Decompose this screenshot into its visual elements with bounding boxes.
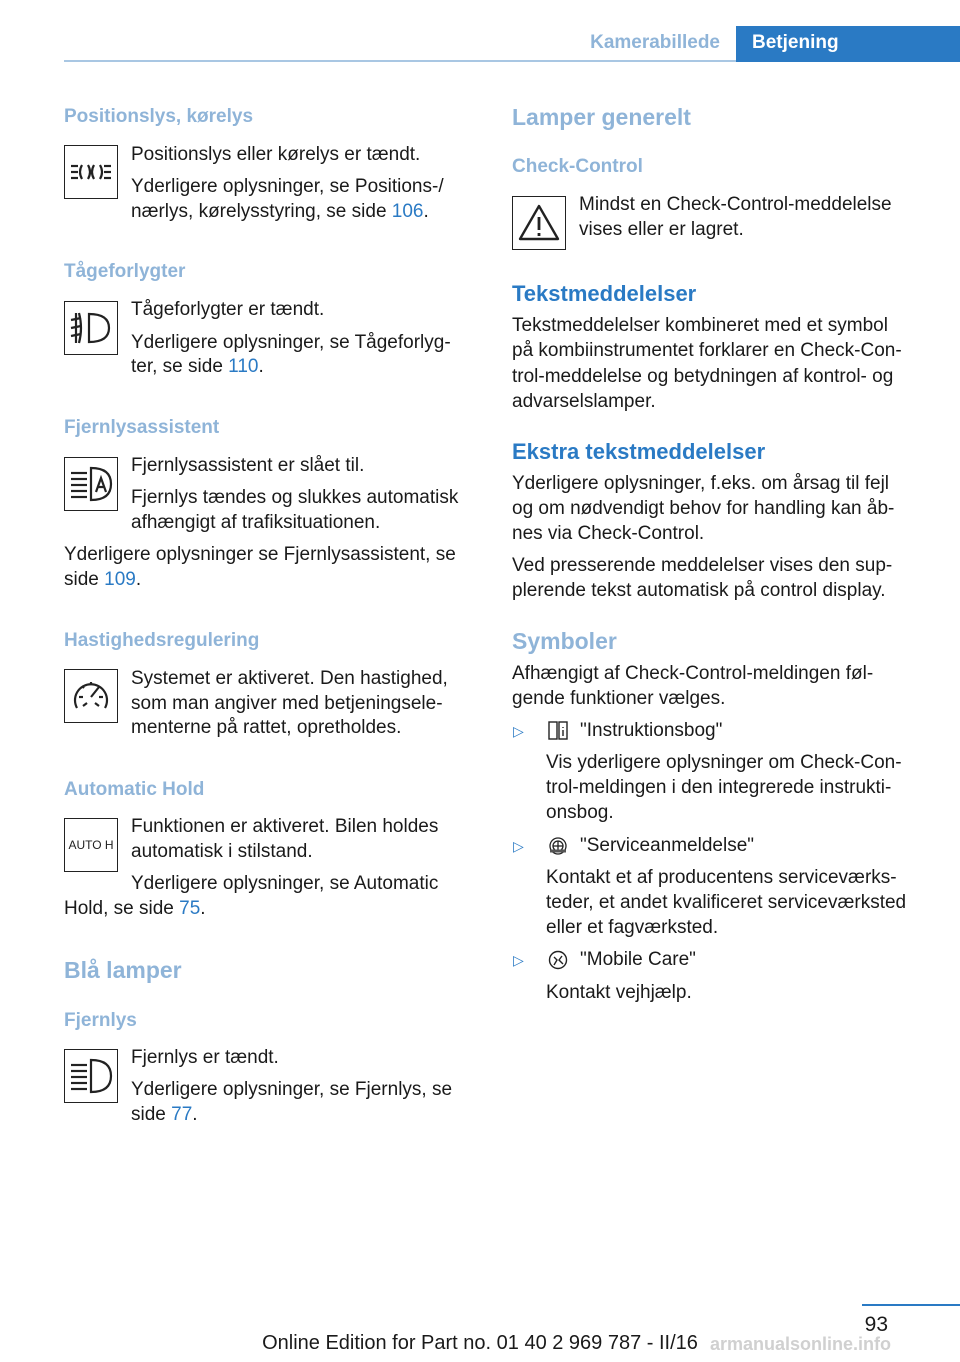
ekstra-p1-line-3: nes via Check-Control. — [512, 523, 705, 544]
symboler-intro-1: Afhængigt af Check-Control-meldingen føl- — [512, 663, 874, 684]
page-link-77[interactable]: 77 — [171, 1104, 193, 1125]
ekstra-p2-line-2: plerende tekst automatisk på control display. — [512, 580, 886, 601]
high-beam-assist-icon — [64, 457, 118, 511]
symboler-intro-2: gende funktioner vælges. — [512, 688, 726, 709]
auto-hold-icon — [64, 818, 118, 872]
mobile-care-icon[interactable] — [546, 948, 570, 972]
parking-light-icon — [64, 145, 118, 199]
watermark: armanualsonline.info — [710, 1334, 892, 1354]
s7-line2a: Yderligere oplysninger, se Fjernlys, se — [131, 1079, 453, 1100]
section-title-lamper-generelt: Lamper generelt — [512, 104, 691, 130]
s5-line2: automatisk i stilstand. — [131, 841, 313, 862]
manual-book-icon[interactable] — [546, 719, 570, 743]
s2-line2a: Yderligere oplysninger, se Tågeforlyg- — [131, 332, 451, 353]
ekstra-p1-line-1: Yderligere oplysninger, f.eks. om årsag til fejl — [512, 473, 890, 494]
symbol-item-label-instruktionsbog: "Instruktionsbog" — [580, 720, 723, 741]
s3-line3a: Yderligere oplysninger se Fjernlysassistent, se — [64, 544, 456, 565]
s2-end: . — [258, 356, 264, 377]
section-title-ekstra-tekstmeddelelser: Ekstra tekstmeddelelser — [512, 439, 766, 464]
s3-end: . — [135, 569, 142, 590]
s7-line2b — [131, 1102, 198, 1127]
s2-line2b — [131, 354, 264, 379]
bullet-triangle-icon: ▷ — [513, 723, 524, 739]
s3-line2b: afhængigt af trafiksituationen. — [131, 512, 381, 533]
s1-line1: Positionslys eller kørelys er tændt. — [131, 144, 421, 165]
section-title-automatic-hold: Automatic Hold — [64, 779, 205, 800]
symbol-item-desc-3a: Kontakt vejhjælp. — [546, 982, 692, 1003]
bullet-triangle-icon: ▷ — [513, 838, 524, 854]
page-link-110[interactable]: 110 — [228, 356, 259, 377]
ekstra-p2-line-1: Ved presserende meddelelser vises den sup- — [512, 555, 893, 576]
symbol-item-desc-1a: Vis yderligere oplysninger om Check-Con- — [546, 752, 902, 773]
section-title-taageforlygter: Tågeforlygter — [64, 261, 186, 282]
s3-line1: Fjernlysassistent er slået til. — [131, 455, 365, 476]
symbol-item-desc-1b: trol-meldingen i den integrerede instrukti- — [546, 777, 892, 798]
ekstra-p1-line-2: og om nødvendigt behov for handling kan åb- — [512, 498, 895, 519]
symbol-item-label-mobile-care: "Mobile Care" — [580, 949, 696, 970]
section-title-fjernlysassistent: Fjernlysassistent — [64, 417, 220, 438]
page-link-109[interactable]: 109 — [104, 569, 136, 590]
s4-line1: Systemet er aktiveret. Den hastighed, — [131, 668, 448, 689]
s2-ref-text: ter, se side — [131, 356, 229, 377]
symbol-item-desc-1c: onsbog. — [546, 802, 614, 823]
fog-light-icon — [64, 301, 118, 355]
header-active-tab[interactable]: Betjening — [736, 26, 960, 62]
page-number: 93 — [864, 1313, 888, 1336]
s4-line2: som man angiver med betjeningsele- — [131, 693, 443, 714]
cc-line1: Mindst en Check-Control-meddelelse — [579, 194, 892, 215]
section-title-blaa-lamper: Blå lamper — [64, 957, 182, 983]
section-title-hastighedsregulering: Hastighedsregulering — [64, 630, 260, 651]
s5-line3a: Yderligere oplysninger, se Automatic — [131, 873, 439, 894]
tekst-line-1: Tekstmeddelelser kombineret med et symbol — [512, 315, 888, 336]
header-section-tab[interactable]: Kamerabillede — [590, 32, 720, 53]
cc-line2: vises eller er lagret. — [579, 219, 744, 240]
section-title-symboler: Symboler — [512, 628, 617, 654]
section-title-fjernlys: Fjernlys — [64, 1010, 137, 1031]
s1-line2b — [131, 199, 429, 224]
cruise-control-icon — [64, 669, 118, 723]
bmw-service-icon[interactable] — [546, 834, 570, 858]
s4-line3: menterne på rattet, opretholdes. — [131, 717, 402, 738]
s3-line3b — [64, 567, 141, 592]
symbol-item-label-serviceanmeldelse: "Serviceanmeldelse" — [580, 835, 755, 856]
tekst-line-3: trol-meddelelse og betydningen af kontrol- og — [512, 366, 894, 387]
symbol-item-desc-2a: Kontakt et af producentens serviceværks- — [546, 867, 897, 888]
symbol-item-desc-2b: teder, et andet kvalificeret serviceværksted — [546, 892, 907, 913]
s5-end: . — [200, 898, 206, 919]
s3-line2a: Fjernlys tændes og slukkes automatisk — [131, 487, 459, 508]
warning-triangle-icon — [512, 196, 566, 250]
s7-line1: Fjernlys er tændt. — [131, 1047, 279, 1068]
auto-hold-icon-label: AUTO H — [68, 838, 114, 852]
footer-rule — [862, 1304, 960, 1306]
bullet-triangle-icon: ▷ — [513, 952, 524, 968]
tekst-line-2: på kombiinstrumentet forklarer en Check-Con- — [512, 340, 902, 361]
s5-line3b — [64, 896, 206, 921]
symbol-item-desc-2c: eller et fagværksted. — [546, 917, 719, 938]
s1-ref-text: nærlys, kørelysstyring, se side — [131, 201, 392, 222]
s7-ref-text: side — [131, 1104, 172, 1125]
s3-ref-text: side — [64, 569, 105, 590]
s5-ref-text: Hold, se side — [64, 898, 180, 919]
page-link-75[interactable]: 75 — [179, 898, 201, 919]
s7-end: . — [192, 1104, 198, 1125]
s1-line2a: Yderligere oplysninger, se Positions-/ — [131, 176, 444, 197]
s2-line1: Tågeforlygter er tændt. — [131, 299, 325, 320]
page-link-106[interactable]: 106 — [391, 201, 424, 222]
s1-end: . — [423, 201, 429, 222]
s5-line1: Funktionen er aktiveret. Bilen holdes — [131, 816, 439, 837]
tekst-line-4: advarselslamper. — [512, 391, 656, 412]
footer-edition: Online Edition for Part no. 01 40 2 969 787 - II/16 — [262, 1332, 698, 1354]
section-title-positionslys: Positionslys, kørelys — [64, 106, 254, 127]
section-title-check-control: Check-Control — [512, 156, 643, 177]
high-beam-icon — [64, 1049, 118, 1103]
section-title-tekstmeddelelser: Tekstmeddelelser — [512, 281, 697, 306]
